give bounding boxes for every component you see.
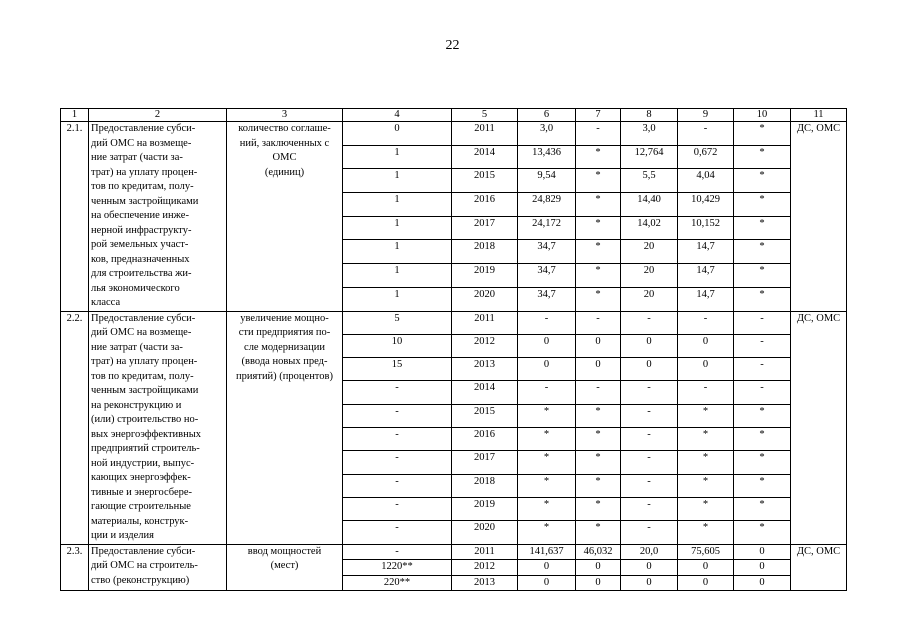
data-cell: * [518, 404, 576, 427]
data-cell: 2014 [452, 381, 518, 404]
measure-description [89, 311, 227, 544]
data-cell: 4,04 [678, 169, 734, 193]
data-cell: 0 [343, 122, 452, 146]
data-cell: 10,152 [678, 216, 734, 240]
data-cell: 20 [621, 264, 678, 288]
data-cell: 1 [343, 264, 452, 288]
data-cell: 2013 [452, 575, 518, 591]
data-cell: - [576, 311, 621, 334]
data-cell: 1 [343, 169, 452, 193]
data-cell: 2016 [452, 427, 518, 450]
header-cell: 9 [678, 109, 734, 122]
data-cell: - [621, 497, 678, 520]
data-cell: 75,605 [678, 544, 734, 560]
data-cell: 2017 [452, 216, 518, 240]
data-cell: * [576, 497, 621, 520]
description-line: трат) на уплату процен- [91, 166, 198, 178]
data-cell: * [576, 521, 621, 544]
header-cell: 3 [227, 109, 343, 122]
data-cell: 5 [343, 311, 452, 334]
data-cell: 0 [678, 560, 734, 576]
table-row [61, 122, 847, 146]
data-cell: 0 [518, 575, 576, 591]
data-cell: * [576, 287, 621, 311]
description-line: дий ОМС на возмеще- [91, 137, 192, 149]
data-cell: - [734, 358, 791, 381]
data-cell: * [576, 169, 621, 193]
header-cell: 10 [734, 109, 791, 122]
data-cell: * [576, 451, 621, 474]
indicator-description [227, 122, 343, 312]
data-cell: - [678, 381, 734, 404]
data-cell: - [734, 334, 791, 357]
header-cell: 6 [518, 109, 576, 122]
section-number: 2.3. [61, 544, 89, 591]
indicator-description [227, 311, 343, 544]
description-line: ченным застройщиками [91, 385, 199, 396]
data-cell: 2011 [452, 122, 518, 146]
data-cell: 12,764 [621, 145, 678, 169]
indicator-line: (единиц) [264, 166, 305, 178]
description-line: класса [91, 297, 121, 308]
data-cell: 3,0 [518, 122, 576, 146]
data-cell: - [621, 451, 678, 474]
data-cell: * [576, 193, 621, 217]
description-line: ной индустрии, выпус- [91, 457, 195, 469]
description-line: Предоставление субси- [91, 545, 196, 557]
data-cell: 1220** [343, 560, 452, 576]
indicator-description [227, 544, 343, 591]
header-cell: 2 [89, 109, 227, 122]
data-cell: 2015 [452, 169, 518, 193]
description-line: ции и изделия [91, 530, 154, 541]
data-cell: - [343, 521, 452, 544]
data-cell: 14,40 [621, 193, 678, 217]
data-cell: * [734, 497, 791, 520]
description-line: лья экономического [91, 282, 180, 294]
data-cell: 2020 [452, 287, 518, 311]
data-cell: - [576, 122, 621, 146]
data-cell: 14,7 [678, 264, 734, 288]
data-cell: 2019 [452, 497, 518, 520]
data-cell: 0 [518, 334, 576, 357]
data-cell: 0,672 [678, 145, 734, 169]
data-cell: - [576, 381, 621, 404]
data-cell: * [734, 521, 791, 544]
data-cell: 34,7 [518, 240, 576, 264]
data-cell: 5,5 [621, 169, 678, 193]
data-cell: * [518, 474, 576, 497]
data-cell: 0 [576, 560, 621, 576]
data-cell: - [343, 544, 452, 560]
data-cell: 14,7 [678, 240, 734, 264]
data-cell: * [734, 264, 791, 288]
description-line: для строительства жи- [91, 268, 192, 279]
data-cell: 10,429 [678, 193, 734, 217]
data-cell: * [734, 240, 791, 264]
data-cell: 2016 [452, 193, 518, 217]
data-cell: 24,172 [518, 216, 576, 240]
data-cell: 1 [343, 193, 452, 217]
data-cell: 15 [343, 358, 452, 381]
indicator-line: сти предприятия по- [238, 327, 331, 338]
description-line: дий ОМС на строитель- [91, 560, 198, 571]
data-cell: 0 [576, 334, 621, 357]
header-cell: 7 [576, 109, 621, 122]
data-cell: 0 [518, 358, 576, 381]
data-cell: - [621, 381, 678, 404]
data-cell: * [734, 474, 791, 497]
data-cell: - [343, 451, 452, 474]
description-line: ков, предназначенных [91, 253, 190, 265]
data-cell: 0 [621, 575, 678, 591]
funding-source: ДС, ОМС [791, 544, 847, 591]
description-line: на реконструкцию и [91, 399, 182, 411]
data-cell: * [734, 451, 791, 474]
table-row [61, 311, 847, 334]
data-cell: * [734, 287, 791, 311]
measure-description [89, 544, 227, 591]
indicator-line: ввод мощностей [247, 545, 322, 557]
description-line: рой земельных участ- [91, 239, 189, 250]
data-cell: 2014 [452, 145, 518, 169]
data-cell: - [343, 427, 452, 450]
indicator-line: сле модернизации [244, 341, 325, 353]
data-cell: 13,436 [518, 145, 576, 169]
data-cell: * [734, 404, 791, 427]
description-line: вых энергоэффективных [91, 428, 202, 440]
data-cell: * [576, 145, 621, 169]
description-line: ние затрат (части за- [91, 152, 183, 163]
data-cell: 0 [621, 358, 678, 381]
data-cell: * [678, 427, 734, 450]
data-cell: * [518, 521, 576, 544]
description-line: гающие строительные [91, 501, 191, 512]
data-cell: 0 [678, 575, 734, 591]
data-cell: 2018 [452, 474, 518, 497]
description-line: трат) на уплату процен- [91, 356, 198, 367]
data-cell: * [576, 240, 621, 264]
indicator-line: приятий) (процентов) [236, 370, 333, 382]
description-line: тивные и энергосбере- [91, 486, 193, 498]
description-line: (или) строительство но- [91, 414, 199, 425]
funding-source: ДС, ОМС [791, 311, 847, 544]
data-cell: 24,829 [518, 193, 576, 217]
description-line: тов по кредитам, полу- [91, 181, 194, 192]
data-cell: 46,032 [576, 544, 621, 560]
data-cell: - [518, 311, 576, 334]
data-cell: * [678, 521, 734, 544]
data-cell: - [621, 474, 678, 497]
data-cell: * [576, 474, 621, 497]
indicator-line: количество соглаше- [238, 123, 331, 134]
data-cell: 0 [678, 358, 734, 381]
indicator-line: ний, заключенных с [239, 137, 330, 149]
data-cell: - [621, 311, 678, 334]
data-cell: - [518, 381, 576, 404]
indicator-line: (ввода новых пред- [241, 356, 328, 367]
data-cell: 14,02 [621, 216, 678, 240]
data-cell: 2011 [452, 544, 518, 560]
data-cell: 14,7 [678, 287, 734, 311]
description-line: материалы, конструк- [91, 515, 189, 527]
indicator-line: увеличение мощно- [240, 312, 329, 324]
data-cell: 2011 [452, 311, 518, 334]
data-cell: 0 [621, 334, 678, 357]
data-cell: 220** [343, 575, 452, 591]
header-row [61, 109, 847, 122]
data-cell: 2017 [452, 451, 518, 474]
data-cell: 0 [734, 575, 791, 591]
data-cell: 1 [343, 216, 452, 240]
description-line: на обеспечение инже- [91, 210, 189, 221]
data-cell: - [343, 497, 452, 520]
data-cell: 2015 [452, 404, 518, 427]
data-cell: * [678, 497, 734, 520]
data-cell: 10 [343, 334, 452, 357]
data-cell: 9,54 [518, 169, 576, 193]
data-cell: * [576, 264, 621, 288]
data-cell: - [621, 521, 678, 544]
data-cell: - [734, 311, 791, 334]
data-cell: 0 [576, 358, 621, 381]
description-line: Предоставление субси- [91, 312, 196, 324]
data-cell: * [678, 404, 734, 427]
data-cell: * [734, 145, 791, 169]
data-cell: 1 [343, 240, 452, 264]
data-cell: 2013 [452, 358, 518, 381]
data-cell: 0 [678, 334, 734, 357]
data-cell: 34,7 [518, 264, 576, 288]
data-cell: * [734, 193, 791, 217]
data-cell: - [343, 381, 452, 404]
data-cell: - [621, 404, 678, 427]
data-cell: * [734, 216, 791, 240]
data-cell: * [734, 427, 791, 450]
header-cell: 1 [61, 109, 89, 122]
indicator-line: ОМС [272, 152, 297, 163]
description-line: ние затрат (части за- [91, 341, 183, 353]
data-cell: 0 [734, 560, 791, 576]
page-number: 22 [445, 38, 460, 53]
description-line: предприятий строитель- [91, 443, 200, 454]
data-cell: * [576, 404, 621, 427]
indicator-line: (мест) [270, 560, 299, 571]
data-cell: * [576, 427, 621, 450]
description-line: ченным застройщиками [91, 195, 199, 207]
data-cell: 1 [343, 287, 452, 311]
program-table [60, 108, 847, 591]
header-cell: 5 [452, 109, 518, 122]
data-cell: * [518, 427, 576, 450]
data-cell: 2012 [452, 334, 518, 357]
data-cell: 20 [621, 287, 678, 311]
data-cell: * [518, 451, 576, 474]
measure-description [89, 122, 227, 312]
data-cell: 2012 [452, 560, 518, 576]
data-cell: - [343, 474, 452, 497]
data-cell: * [518, 497, 576, 520]
data-cell: 0 [576, 575, 621, 591]
data-cell: * [678, 451, 734, 474]
data-cell: 2018 [452, 240, 518, 264]
data-cell: * [678, 474, 734, 497]
data-cell: - [734, 381, 791, 404]
section-number: 2.1. [61, 122, 89, 312]
description-line: кающих энергоэффек- [91, 472, 191, 483]
description-line: тов по кредитам, полу- [91, 370, 194, 382]
data-cell: 20,0 [621, 544, 678, 560]
description-line: ство (реконструкцию) [91, 574, 190, 586]
data-cell: - [678, 311, 734, 334]
data-cell: 20 [621, 240, 678, 264]
data-cell: - [678, 122, 734, 146]
data-cell: * [734, 122, 791, 146]
header-cell: 8 [621, 109, 678, 122]
data-cell: 0 [518, 560, 576, 576]
header-cell: 11 [791, 109, 847, 122]
data-cell: 1 [343, 145, 452, 169]
description-line: нерной инфраструкту- [91, 224, 192, 236]
data-cell: * [576, 216, 621, 240]
data-cell: - [621, 427, 678, 450]
data-cell: 0 [734, 544, 791, 560]
data-cell: * [734, 169, 791, 193]
table-row [61, 544, 847, 560]
data-cell: 141,637 [518, 544, 576, 560]
description-line: Предоставление субси- [91, 123, 196, 134]
description-line: дий ОМС на возмеще- [91, 327, 192, 338]
data-cell: 3,0 [621, 122, 678, 146]
table-body [61, 109, 847, 591]
funding-source: ДС, ОМС [791, 122, 847, 312]
data-cell: 34,7 [518, 287, 576, 311]
section-number: 2.2. [61, 311, 89, 544]
data-cell: 2019 [452, 264, 518, 288]
data-cell: 2020 [452, 521, 518, 544]
header-cell: 4 [343, 109, 452, 122]
data-cell: - [343, 404, 452, 427]
data-cell: 0 [621, 560, 678, 576]
